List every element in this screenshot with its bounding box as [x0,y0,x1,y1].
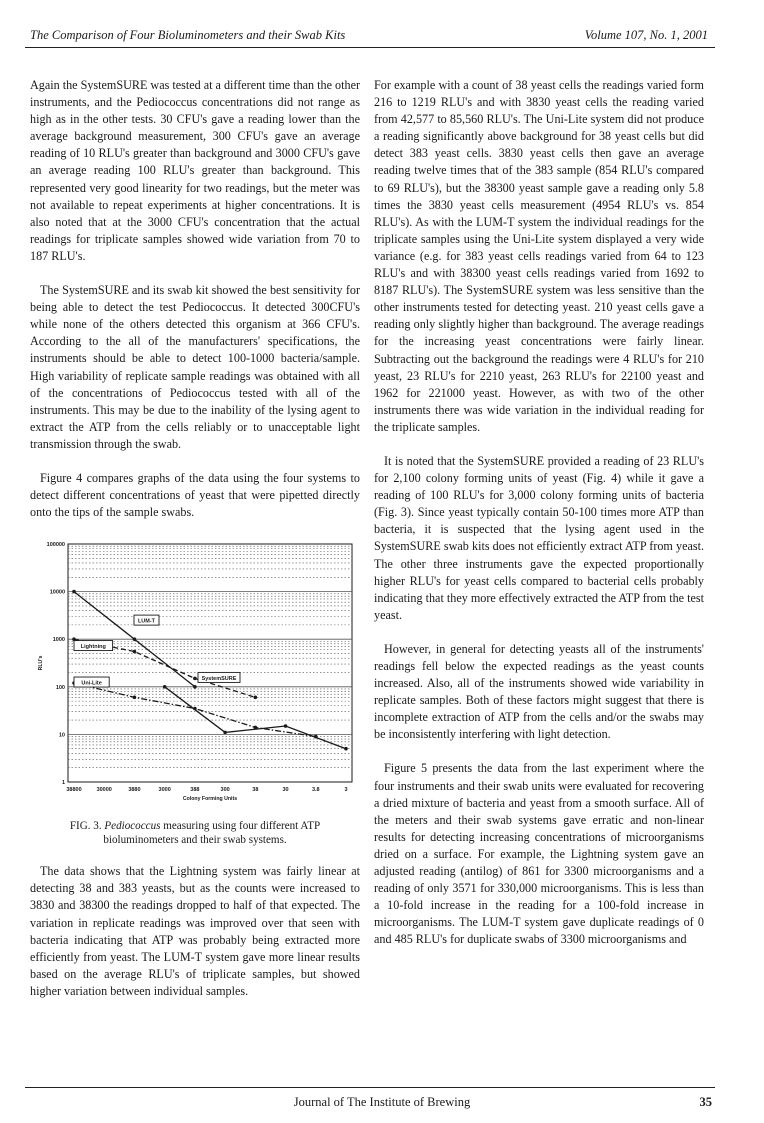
running-title: The Comparison of Four Bioluminometers and their Swab Kits [30,28,346,42]
caption-text: measuring using four different ATP bioluminometers and their swab systems. [103,820,321,847]
x-tick-label: 3000 [158,787,171,794]
x-tick-label: 30 [282,787,289,794]
figure-caption [50,819,340,847]
caption-organism: Pediococcus [104,820,161,833]
data-point-lightning [193,677,197,681]
paragraph: The SystemSURE and its swab kit showed the best sensitivity for being able to detect the test Pediococcus. It detected 300CFU's while none of the others detected this organism at 366 CFU's. According to the all of the manufacturers' specifications, the instruments should be able to detect 100-1000 bacteria/sample. High variability of replicate sample readings was obtained with all of the concentrations of Pediococcus tested with all of the instruments. This may be due to the inability of the lysing agent to extract the ATP from the cells reliably or to unacceptable light transmission through the swab. [30,283,360,451]
figure-3-chart [30,534,360,809]
plot-frame [68,544,352,782]
x-tick-label: 30000 [96,787,112,794]
x-tick-label: 388 [190,787,200,794]
data-point-systemsure [223,731,227,735]
series-label-uni-lite: Uni-Lite [81,680,102,687]
data-point-systemsure [163,685,167,689]
footer-rule [25,1087,715,1088]
running-header [30,28,708,43]
data-point-lightning [254,696,258,700]
x-tick-label: 38800 [66,787,82,794]
chart-svg [30,534,360,809]
y-tick-label: 10000 [49,589,65,596]
x-tick-label: 3.8 [311,787,320,794]
page-number: 35 [699,1095,712,1109]
left-column [30,77,360,1017]
paragraph: However, in general for detecting yeasts all of the instruments' readings fell below the expected readings as the yeast counts increased. Also, all of the instruments showed wide variability in replicate samples. Both of these factors might suggest that there is incomplete extraction of ATP from the cells and/or the swabs may be inconsistently interfering with light detection. [374,641,704,742]
y-axis-label: RLU's [38,655,44,671]
x-tick-label: 3880 [128,787,141,794]
paragraph: The data shows that the Lightning system was fairly linear at detecting 38 and 383 yeasts, but as the counts were increased to 3830 and 38300 the readings dropped to half of that expected. The variation in replicate readings was improved over that seen with bacteria indicating that ATP was probably being extracted more efficiently from yeast. The LUM-T system gave more linear results based on the average RLU's of triplicate samples, but showed higher variation between individual samples. [30,864,360,998]
data-point-systemsure [344,747,348,751]
series-label-lightning: Lightning [80,644,106,651]
x-axis-label: Colony Forming Units [182,796,238,803]
series-label-systemsure: SystemSURE [201,676,237,683]
x-tick-label: 300 [220,787,230,794]
y-tick-label: 1000 [52,637,65,644]
x-tick-label: 3 [344,787,348,794]
data-point-systemsure [284,724,288,728]
paragraph: For example with a count of 38 yeast cells the readings varied form 216 to 1219 RLU's and with 3830 yeast cells the reading varied from 42,577 to 85,560 RLU's. The Uni-Lite system did not produce a reading significantly above background for 38 yeast cells but did detect 383 yeast cells. 3830 yeast cells then gave an average reading twelve times that of the 383 sample (854 RLU's compared to 69 RLU's), but the 38300 yeast sample gave a reading only 5.8 times the 3830 yeast cells measurement (4954 RLU's vs. 854 RLU's). As with the LUM-T system the individual readings for the triplicate samples using the Uni-Lite system displayed a very wide variance (e.g. for 383 yeast cells readings varied from 64 to 123 RLU's and with 38300 yeast cells readings varied from 1692 to 8187 RLU's). The SystemSURE system was less sensitive than the other instruments tested for detecting yeast. 210 yeast cells gave a reading only slightly higher than background. The average readings for the increasing yeast concentrations were fairly linear. Subtracting out the background the readings were 4 RLU's for 210 yeast, 23 RLU's for 2210 yeast, 263 RLU's for 22100 yeast and 1962 for 221000 yeast. However, as with two of the other instruments there was wide variation in the individual reading for the triplicate samples. [374,78,704,434]
volume-info: Volume 107, No. 1, 2001 [584,28,708,42]
y-tick-label: 100000 [46,542,65,549]
right-column [374,77,704,966]
paragraph: It is noted that the SystemSURE provided a reading of 23 RLU's for 2,100 colony forming units of yeast (Fig. 4) while it gave a reading of 100 RLU's for 3,000 colony forming units of bacteria (Fig. 3). Since yeast typically contain 50-100 times more ATP than bacteria, it is suspected that the lysing agent used in the SystemSURE swab kits does not efficiently extract ATP from yeast. The other three instruments gave the expected proportionally higher RLU's for yeast cells compared to bacterial cells probably indicating that they more effectively extracted the ATP from the test yeast. [374,453,704,622]
y-tick-label: 100 [55,685,65,692]
journal-name: Journal of The Institute of Brewing [293,1095,471,1109]
data-point-lum-t [193,685,197,689]
y-tick-label: 10 [58,732,65,739]
paragraph: Figure 5 presents the data from the last experiment where the four instruments and their swab units were evaluated for recovering a dried mixture of bacteria and yeast from a smooth surface. All of the meters and their swab systems gave erratic and non-linear results for detecting increasing concentrations of microorganisms dried on a surface. For example, the Lightning system gave an adjusted reading (antilog) of 861 for 3300 microorganisms and a reading of only 3571 for 330,000 microorganisms. This is less than a 10-fold increase in the reading for a 100-fold increase in microorganisms. The LUM-T system gave duplicate readings of 0 and 485 RLU's for duplicate swabs of 3300 microorganisms and [374,761,704,947]
data-point-lightning [133,650,137,654]
data-point-lum-t [133,638,137,642]
data-point-uni-lite [133,696,137,700]
y-tick-label: 1 [61,780,65,787]
data-point-lum-t [72,590,76,594]
paragraph: Figure 4 compares graphs of the data using the four systems to detect different concentrations of yeast that were pipetted directly onto the tips of the sample swabs. [30,470,360,520]
x-tick-label: 38 [252,787,259,794]
series-label-lum-t: LUM-T [137,618,156,625]
caption-label: FIG. 3. [69,820,102,833]
paragraph: Again the SystemSURE was tested at a different time than the other instruments, and the Pediococcus concentrations did not range as high as in the other tests. 30 CFU's gave a reading lower than the average background measurement, 300 CFU's gave an average reading of 10 RLU's greater than background and 3000 CFU's gave an average reading 100 RLU's greater than background. This represented very good linearity for two readings, but the meter was not available to repeat experiments at higher concentrations. It is also noted that at the 3000 CFU's concentration that the actual readings for triplicate samples showed wide variation from 70 to 187 RLU's. [30,78,360,263]
header-rule [25,47,715,48]
